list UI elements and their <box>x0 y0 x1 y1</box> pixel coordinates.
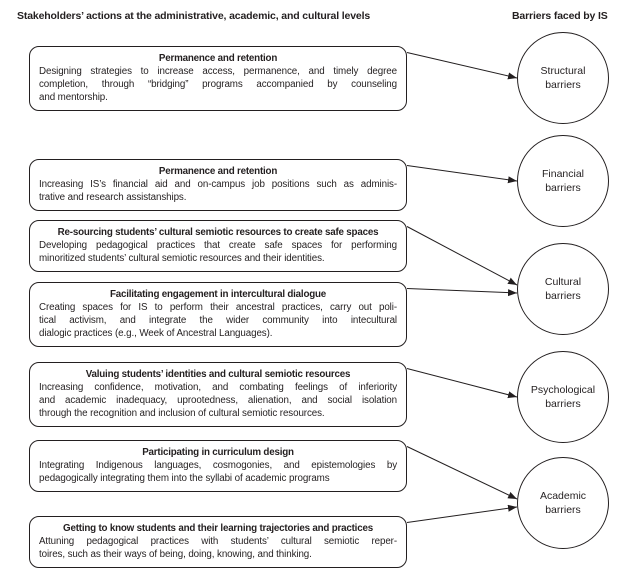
barrier-circle-label-line: barriers <box>545 398 581 410</box>
action-box-body-line: Creating spaces for IS to perform their ancestral practices, carry out poli- <box>39 302 397 313</box>
barrier-circle-label-line: barriers <box>545 182 581 194</box>
action-box-body-line: minoritized students’ cultural semiotic resources and their identities. <box>39 253 325 264</box>
action-box-body-line: dialogic practices (e.g., Week of Ancestral Languages). <box>39 328 273 339</box>
action-box-body-line: tical activism, and integrate the wider community into intecultural <box>39 315 397 326</box>
circle-psychological-barriers <box>517 351 609 443</box>
action-box-title: Valuing students’ identities and cultural semiotic resources <box>85 369 351 380</box>
circle-academic-barriers <box>517 457 609 549</box>
circle-financial-barriers <box>517 135 609 227</box>
action-box-title: Participating in curriculum design <box>142 447 294 458</box>
barrier-circle-label-line: Cultural <box>544 276 582 288</box>
arrow-permanence-retention-access-to-structural-barriers <box>407 53 517 79</box>
arrow-facilitating-intercultural-dialogue-to-cultural-barriers <box>407 289 517 294</box>
barrier-circle-label-line: barriers <box>545 290 581 302</box>
barrier-circle-label-line: barriers <box>545 79 581 91</box>
circle-structural-barriers <box>517 32 609 124</box>
action-box-permanence-retention-financial <box>29 159 407 211</box>
action-box-title: Getting to know students and their learning trajectories and practices <box>63 523 373 534</box>
barrier-circle-label-line: Structural <box>540 65 586 77</box>
action-box-getting-to-know-students <box>29 516 407 568</box>
action-box-body-line: Developing pedagogical practices that create safe spaces for performing <box>39 240 397 251</box>
barrier-circle-label-line: Financial <box>541 168 585 180</box>
action-box-permanence-retention-access <box>29 46 407 111</box>
action-box-body-line: and academic inadequacy, uprootedness, alienation, and social isolation <box>39 395 397 406</box>
action-box-title: Permanence and retention <box>158 53 278 64</box>
barrier-circle-label-line: Psychological <box>530 384 596 396</box>
action-box-body-line: through the recognition and inclusion of cultural semiotic resources. <box>39 408 325 419</box>
action-box-participating-curriculum-design <box>29 440 407 492</box>
action-box-body-line: Attuning pedagogical practices with students’ cultural semiotic reper- <box>39 536 397 547</box>
circle-cultural-barriers <box>517 243 609 335</box>
arrow-getting-to-know-students-to-academic-barriers <box>407 507 517 523</box>
action-box-re-sourcing-safe-spaces <box>29 220 407 272</box>
barrier-circle-label-line: barriers <box>545 504 581 516</box>
action-box-body-line: pedagogically integrating them into the syllabi of academic programs <box>39 473 330 484</box>
arrow-re-sourcing-safe-spaces-to-cultural-barriers <box>407 227 517 286</box>
action-box-body-line: toires, such as their ways of being, doing, knowing, and thinking. <box>39 549 312 560</box>
arrow-valuing-identities-to-psychological-barriers <box>407 369 517 398</box>
action-box-valuing-identities <box>29 362 407 427</box>
action-box-body-line: and mentorship. <box>39 92 108 103</box>
left-column-header: Stakeholders’ actions at the administrative, academic, and cultural levels <box>17 10 371 22</box>
action-box-body-line: Designing strategies to increase access, permanence, and timely degree <box>39 66 397 77</box>
action-box-title: Facilitating engagement in intercultural dialogue <box>109 289 327 300</box>
action-box-body-line: trative and research assistanships. <box>39 192 187 203</box>
arrow-permanence-retention-financial-to-financial-barriers <box>407 166 517 182</box>
action-box-body-line: Integrating Indigenous languages, cosmogonies, and epistemologies by <box>39 460 397 471</box>
right-column-header: Barriers faced by IS <box>512 10 608 22</box>
action-box-title: Permanence and retention <box>158 166 278 177</box>
arrow-participating-curriculum-design-to-academic-barriers <box>407 447 517 500</box>
action-box-body-line: completion, through “bridging” programs accompanied by counseling <box>39 79 397 90</box>
barrier-circle-label-line: Academic <box>539 490 587 502</box>
action-box-facilitating-intercultural-dialogue <box>29 282 407 347</box>
action-box-title: Re-sourcing students’ cultural semiotic resources to create safe spaces <box>57 227 379 238</box>
action-box-body-line: Increasing IS’s financial aid and on-campus job positions such as adminis- <box>39 179 397 190</box>
action-box-body-line: Increasing confidence, motivation, and combating feelings of inferiority <box>39 382 397 393</box>
